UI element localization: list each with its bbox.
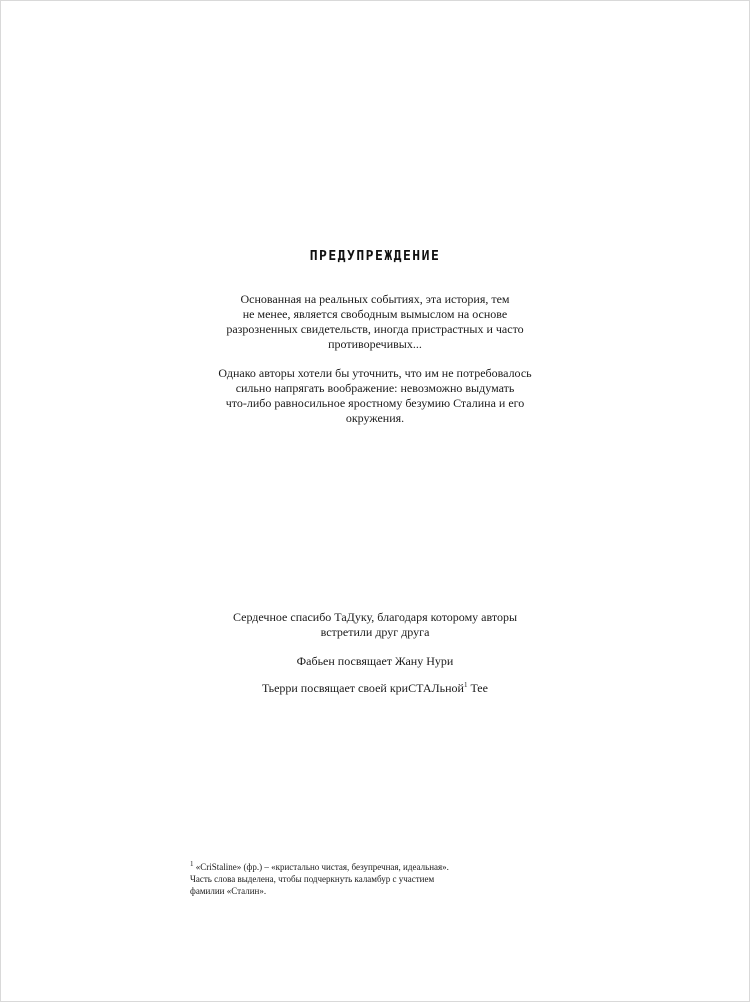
acknowledgement-thanks <box>195 610 555 640</box>
text-line: Основанная на реальных событиях, эта история, тем <box>240 292 510 306</box>
dedication-text: Тьерри посвящает своей криСТАЛьной <box>262 681 464 695</box>
text-line: Фабьен посвящает Жану Нури <box>296 654 454 668</box>
footnote-line: Часть слова выделена, чтобы подчеркнуть каламбур с участием <box>190 874 435 884</box>
text-line: разрозненных свидетельств, иногда пристрастных и часто <box>226 322 524 336</box>
footnote-line: фамилии «Сталин». <box>190 886 267 896</box>
footnote <box>190 861 550 897</box>
page-title: ПРЕДУПРЕЖДЕНИЕ <box>309 249 441 264</box>
text-line: сильно напрягать воображение: невозможно выдумать <box>235 381 515 395</box>
dedication-fabien <box>195 654 555 669</box>
text-line: не менее, является свободным вымыслом на основе <box>242 307 508 321</box>
warning-paragraph-1 <box>195 292 555 352</box>
text-line <box>195 681 555 696</box>
footnote-text: «CriStaline» (фр.) – «кристально чистая, безупречная, идеальная». <box>193 862 449 872</box>
dedication-text-end: Тее <box>467 681 488 695</box>
text-line: Сердечное спасибо ТаДуку, благодаря которому авторы <box>232 610 517 624</box>
text-line: что-либо равносильное яростному безумию Сталина и его <box>225 396 525 410</box>
dedication-thierry <box>195 681 555 696</box>
text-line: окружения. <box>345 411 405 425</box>
footnote-reference: 1 <box>463 681 468 689</box>
warning-paragraph-2 <box>195 366 555 426</box>
footnote-line <box>190 861 550 873</box>
text-line: противоречивых... <box>328 337 422 351</box>
text-line: Однако авторы хотели бы уточнить, что им не потребовалось <box>218 366 532 380</box>
text-line: встретили друг друга <box>320 625 430 639</box>
footnote-mark: 1 <box>190 860 194 868</box>
